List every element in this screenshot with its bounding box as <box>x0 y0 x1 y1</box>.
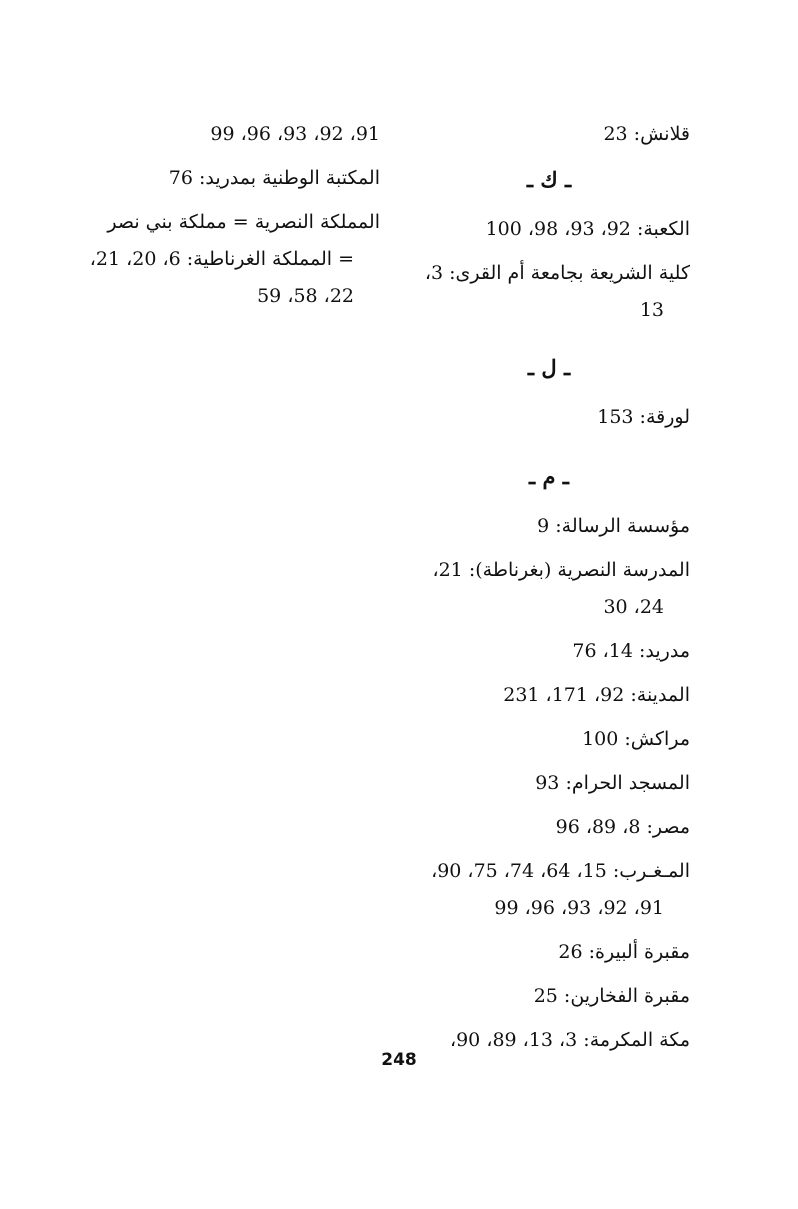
index-entry-albira-cemetery: مقبرة ألبيرة: 26 <box>558 941 690 963</box>
index-column-left <box>88 116 380 322</box>
index-entry-nasrid-madrasa: المدرسة النصرية (بغرناطة): 21، 24، 30 <box>432 559 690 618</box>
index-entry-masjid-haram: المسجد الحرام: 93 <box>535 772 690 794</box>
index-entry-madina: المدينة: 92، 171، 231 <box>503 684 690 706</box>
index-entry-lorca: لورقة: 153 <box>597 406 690 428</box>
index-entry-kaaba: الكعبة: 92، 93، 98، 100 <box>485 218 690 240</box>
letter-heading-mim: ـ م ـ <box>529 464 569 489</box>
index-entry-misr: مصر: 8، 89، 96 <box>555 816 690 838</box>
letter-heading-lam: ـ ل ـ <box>527 355 571 380</box>
index-entry-sharia-college: كلية الشريعة بجامعة أم القرى: 3، 13 <box>424 262 690 321</box>
index-entry-makka: مكة المكرمة: 3، 13، 89، 90، <box>449 1029 690 1051</box>
index-entry-continuation: 91، 92، 93، 96، 99 <box>210 123 380 145</box>
page-number: 248 <box>381 1050 417 1070</box>
index-entry-maghrib: المـغـرب: 15، 64، 74، 75، 90، 91، 92، 93، 96، 99 <box>431 860 690 919</box>
index-entry-madrid: مدريد: 14، 76 <box>572 640 690 662</box>
index-column-right <box>398 116 690 1066</box>
index-entry-muassasat-alrisala: مؤسسة الرسالة: 9 <box>537 515 690 537</box>
index-entry-national-library-madrid: المكتبة الوطنية بمدريد: 76 <box>168 167 380 189</box>
index-entry-qalansh: قلانش: 23 <box>603 123 690 145</box>
index-entry-marrakesh: مراكش: 100 <box>582 728 690 750</box>
letter-heading-kaf: ـ ك ـ <box>526 167 572 192</box>
index-entry-fakharin-cemetery: مقبرة الفخارين: 25 <box>533 985 690 1007</box>
index-entry-nasrid-kingdom: المملكة النصرية = مملكة بني نصر = المملكة الغرناطية: 6، 20، 21، 22، 58، 59 <box>89 211 380 307</box>
